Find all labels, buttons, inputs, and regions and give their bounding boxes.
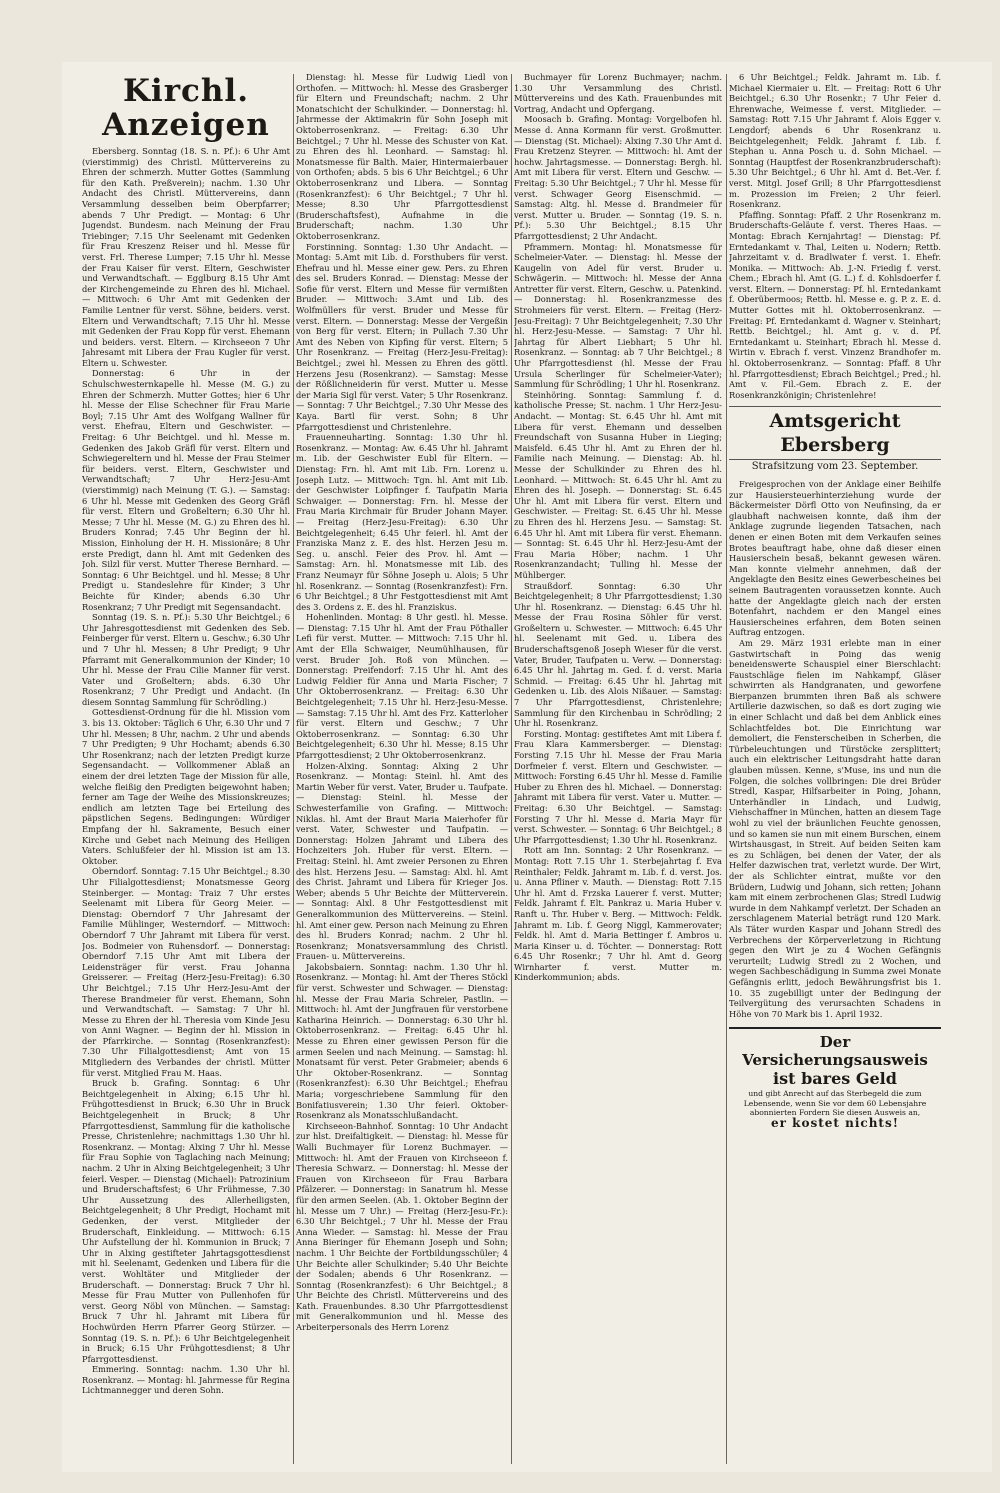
ad-body: und gibt Anrecht auf das Sterbegeld die zum Lebensende, wenn Sie vor dem 60 Lebensjahre abonnierten Fordern Sie diesen Ausweis an,: [743, 1089, 927, 1118]
notice-paragraph: Donnerstag: 6 Uhr in der Schulschwesternkapelle hl. Messe (M. G.) zu Ehren der Schmerzh. Mutter Gottes; hier 6 Uhr hl. Messe der Elise Schechner für Frau Marie Boyl; 7.15 Uhr Amt des Wolfgang Wallner für verst. Ehefrau, Eltern und Geschwister. — Freitag: 6 Uhr Beichtgel. und hl. Messe m. Gedenken des Jakob Gräfl für verst. Eltern und Schwiegereltern und hl. Messe der Frau Steimer für beiders. verst. Eltern, Geschwister und Verwandtschaft; 7 Uhr Herz-Jesu-Amt (vierstimmig) nach Meinung (T. G.). — Samstag: 6 Uhr hl. Messe mit Gedenken des Georg Gräfl für verst. Eltern und Großeltern; 6.30 Uhr hl. Messe; 7 Uhr hl. Messe (M. G.) zu Ehren des hl. Bruders Konrad; 7.45 Uhr Beginn der hl. Mission, Einholung der H. H. Missionäre; 8 Uhr erste Predigt, dann hl. Amt mit Gedenken des Joh. Silzl für verst. Mutter Therese Bernhard. — Sonntag: 6 Uhr Beichtgel. und hl. Messe; 8 Uhr Predigt u. Standeslehre für Kinder; 3 Uhr Beichte für Kinder; abends 6.30 Uhr Rosenkranz; 7 Uhr Predigt mit Segensandacht.: [82, 368, 290, 612]
notice-paragraph: Sonntag (19. S. n. Pf.): 5.30 Uhr Beichtgel.; 6 Uhr Jahresgottesdienst mit Gedenken des Seb. Feinberger für verst. Eltern u. Geschw.; 6.30 Uhr und 7 Uhr hl. Messen; 8 Uhr Predigt; 9 Uhr Pfarramt mit Generalkommunion der Kinder; 10 Uhr hl. Messe der Frau Cilie Manner für verst. Vater und Großeltern; abds. 6.30 Uhr Rosenkranz; 7 Uhr Predigt und Andacht. (In diesem Sonntag Sammlung für Schrödling.): [82, 612, 290, 707]
notice-paragraph: Buchmayer für Lorenz Buchmayer; nachm. 1.30 Uhr Versammlung des Christl. Müttervereins und des Kath. Frauenbundes mit Vortrag, Andacht und Opfergang.: [514, 72, 722, 114]
insurance-advertisement: [729, 1027, 941, 1128]
notice-paragraph: Bruck b. Grafing. Sonntag: 6 Uhr Beichtgelegenheit in Alxing; 6.15 Uhr hl. Frühgottesdienst in Bruck; 6.30 Uhr in Bruck Beichtgelegenheit in Bruck; 8 Uhr Pfarrgottesdienst, Sammlung für die katholische Presse, Christenlehre; nachmittags 1.30 Uhr hl. Rosenkranz. — Montag: Alxing 7 Uhr hl. Messe für Frau Sophie von Taglaching nach Meinung; nachm. 2 Uhr in Alxing Beichtgelegenheit; 3 Uhr feierl. Vesper. — Dienstag (Michael): Patrozinium und Bruderschaftsfest; 6 Uhr Frühmesse, 7.30 Uhr Aussetzung des Allerheiligsten, Beichtgelegenheit; 8 Uhr Predigt, Hochamt mit Gedenken, der verst. Mitglieder der Bruderschaft, Einkleidung. — Mittwoch: 6.15 Uhr Aufstellung der hl. Kommunion in Bruck; 7 Uhr in Alxing gestifteter Jahrtagsgottesdienst mit hl. Seelenamt, Gedenken und Libera für die verst. Wohltäter und Mitglieder der Bruderschaft. — Donnerstag: Bruck 7 Uhr hl. Messe für Frau Mutter von Pullenhofen für verst. Georg Nöbl von München. — Samstag: Bruck 7 Uhr hl. Jahramt mit Libera für Hochwürden Herrn Pfarrer Georg Stürzer. — Sonntag (19. S. n. Pf.): 6 Uhr Beichtgelegenheit in Bruck; 6.15 Uhr Frühgottesdienst; 8 Uhr Pfarrgottesdienst.: [82, 1078, 290, 1364]
notice-paragraph: Pfaffing. Sonntag: Pfaff. 2 Uhr Rosenkranz m. Bruderschafts-Geläute f. verst. Theres Haas. — Montag: Ebrach Kernjahrtag! — Dienstag: Pf. Erntedankamt v. Thal, Leiten u. Nodern; Rettb. Jahrzeitamt v. d. Bradlwater f. verst. 1. Ehefr. Monika. — Mittwoch: Ab. J.-N. Friedig f. verst. Chem.; Ebrach hl. Amt (G. L.) f. d. Kohlsdoerfer f. verst. Eltern. — Donnerstag: Pf. hl. Erntedankamt f. Oberübermoos; Rettb. hl. Messe e. g. P. z. E. d. Mutter Gottes mit hl. Oktoberrosenkranz. — Freitag: Pf. Erntedankamt d. Wagner v. Steinhart; Rettb. Beichtgel.; hl. Amt g. v. d. Pf. Erntedankamt u. Steinhart; Ebrach hl. Messe d. Wirtin v. Ebrach f. verst. Vinzenz Brandhofer m. hl. Oktoberrosenkranz. — Sonntag: Pfaff. 8 Uhr hl. Pfarrgottesdienst; Ebrach Beichtgel.; Pred.; hl. Amt v. Fil.-Gem. Ebrach z. E. der Rosenkranzkönigin; Christenlehre!: [729, 209, 941, 400]
notice-paragraph: Steinhöring. Sonntag: Sammlung f. d. katholische Presse; St. nachm. 1 Uhr Herz-Jesu-Andacht. — Montag: St. 6.45 Uhr hl. Amt mit Libera für verst. Ehemann und desselben Freundschaft von Susanna Huber in Lieging; Maisfeld. 6.45 Uhr hl. Amt zu Ehren der hl. Familie nach Meinung. — Dienstag: Ab. hl. Messe der Schulkinder zu Ehren des hl. Leonhard. — Mittwoch: St. 6.45 Uhr hl. Amt zu Ehren des hl. Joseph. — Donnerstag: St. 6.45 Uhr hl. Amt mit Libera für verst. Eltern und Geschwister. — Freitag: St. 6.45 Uhr hl. Messe zu Ehren des hl. Herzens Jesu. — Samstag: St. 6.45 Uhr hl. Amt mit Libera für verst. Ehemann. — Sonntag: St. 6.45 Uhr hl. Herz-Jesu-Amt der Frau Maria Höber; nachm. 1 Uhr Rosenkranzandacht; Tulling hl. Messe der Mühlberger.: [514, 389, 722, 580]
notice-paragraph: Emmering. Sonntag: nachm. 1.30 Uhr hl. Rosenkranz. — Montag: hl. Jahrmesse für Regina Lichtmannegger und deren Sohn.: [82, 1364, 290, 1396]
column-4: [729, 72, 941, 1467]
notice-paragraph: Gottesdienst-Ordnung für die hl. Mission vom 3. bis 13. Oktober: Täglich 6 Uhr, 6.30 Uhr und 7 Uhr hl. Messen; 8 Uhr, nachm. 2 Uhr und abends 7 Uhr Predigten; 9 Uhr Hochamt; abends 6.30 Uhr Rosenkranz; nach der letzten Predigt kurze Segensandacht. — Vollkommener Ablaß an einem der drei letzten Tage der Mission für alle, welche fleißig den Predigten beigewohnt haben; ferner am Tage der Weihe des Missionskreuzes; endlich am letzten Tage bei Erteilung des päpstlichen Segens. Bedingungen: Würdiger Empfang der hl. Sakramente, Besuch einer Kirche und Gebet nach Meinung des Heiligen Vaters. Schlußfeier der hl. Mission ist am 13. Oktober.: [82, 707, 290, 866]
notice-paragraph: Holzen-Alxing. Sonntag: Alxing 2 Uhr Rosenkranz. — Montag: Steinl. hl. Amt des Martin Weber für verst. Vater, Bruder u. Taufpate. — Dienstag: Steinl. hl. Messe der Schwesterfamilie von Grafing. — Mittwoch: Niklas. hl. Amt der Braut Maria Maierhofer für verst. Vater, Schwester und Taufpatin. — Donnerstag: Holzen Jahramt und Libera des Hochzeiters Joh. Huber für verst. Eltern. — Freitag: Steinl. hl. Amt zweier Personen zu Ehren des hlst. Herzens Jesu. — Samstag: Alxl. hl. Amt des Christ. Jahramt und Libera für Krieger Jos. Weber; abends 5 Uhr Beichte der Mütterverein. — Sonntag: Alxl. 8 Uhr Festgottesdienst mit Generalkommunion des Müttervereins. — Steinl. hl. Amt einer gew. Person nach Meinung zu Ehren des hl. Bruders Konrad; nachm. 2 Uhr hl. Rosenkranz; Monatsversammlung des Christl. Frauen- u. Müttervereins.: [296, 760, 508, 962]
column-2: [296, 72, 508, 1467]
ad-closing: er kostet nichts!: [771, 1115, 899, 1130]
column-rule: [293, 74, 294, 1464]
column-1: [82, 72, 290, 1467]
notice-paragraph: Frauenneuharting. Sonntag: 1.30 Uhr hl. Rosenkranz. — Montag: Aw. 6.45 Uhr hl. Jahramt m. Lib. der Geschwister Eubl für Eltern. — Dienstag: Frn. hl. Amt mit Lib. Frn. Lorenz u. Joseph Lutz. — Mittwoch: Tgn. hl. Amt mit Lib. der Geschwister Loipfinger f. Taufpatin Maria Schwaiger. — Donnerstag: Frn. hl. Messe der Frau Maria Kirchmair für Bruder Johann Mayer. — Freitag (Herz-Jesu-Freitag): 6.30 Uhr Beichtgelegenheit; 6.45 Uhr feierl. hl. Amt der Franziska Manz z. E. des hlst. Herzen Jesu m. Seg. u. anschl. Feier des Prov. hl. Amt — Samstag: Arn. hl. Monatsmesse mit Lib. des Franz Neumayr für Söhne Joseph u. Alois; 5 Uhr hl. Rosenkranz. — Sonntag (Rosenkranzfest): Frn. 6 Uhr Beichtgel.; 8 Uhr Festgottesdienst mit Amt des 3. Ordens z. E. des hl. Franziskus.: [296, 432, 508, 612]
masthead-title: Kirchl. Anzeigen: [102, 73, 270, 143]
ad-headline: Der Versicherungsausweis: [742, 1033, 928, 1070]
notice-paragraph: Forsting. Montag: gestiftetes Amt mit Libera f. Frau Klara Kammersberger. — Dienstag: Forsting 7.15 Uhr hl. Messe der Frau Maria Dorfmeier f. verst. Eltern und Geschwister. — Mittwoch: Forsting 6.45 Uhr hl. Messe d. Familie Huber zu Ehren des hl. Michael. — Donnerstag: Jahramt mit Libera für verst. Vater u. Mutter. — Freitag: 6.30 Uhr Beichtgel. — Samstag: Forsting 7 Uhr hl. Messe d. Maria Mayr für verst. Schwester. — Sonntag: 6 Uhr Beichtgel.; 8 Uhr Pfarrgottesdienst; 1.30 Uhr hl. Rosenkranz.: [514, 728, 722, 845]
column-3: [514, 72, 722, 1467]
ad-subheadline: ist bares Geld: [773, 1069, 897, 1089]
notice-paragraph: Hohenlinden. Montag: 8 Uhr gestl. hl. Messe. — Dienstag: 7.15 Uhr hl. Amt der Frau Pöthaller Lefi für verst. Mutter. — Mittwoch: 7.15 Uhr hl. Amt der Ella Schwaiger, Neumühlhausen, für verst. Bruder Joh. Roß von München. — Donnerstag: Preifendorf: 7.15 Uhr hl. Amt des Ludwig Feldier für Anna und Maria Fischer; 7 Uhr Oktoberrosenkranz. — Freitag: 6.30 Uhr Beichtgelegenheit; 7.15 Uhr hl. Herz-Jesu-Messe. — Samstag: 7.15 Uhr hl. Amt des Frz. Katterloher für verst. Eltern und Geschw.; 7 Uhr Oktoberrosenkranz. — Sonntag: 6.30 Uhr Beichtgelegenheit; 6.30 Uhr hl. Messe; 8.15 Uhr Pfarrgottesdienst; 2 Uhr Oktoberrosenkranz.: [296, 612, 508, 760]
notice-paragraph: Dienstag: hl. Messe für Ludwig Liedl von Orthofen. — Mittwoch: hl. Messe des Grasberger für Eltern und Freundschaft; nachm. 2 Uhr Monatschicht der Schulkinder. — Donnerstag: hl. Jahrmesse der Aktimakrin für Sohn Joseph mit Oktoberrosenkranz. — Freitag: 6.30 Uhr Beichtgel.; 7 Uhr hl. Messe des Schuster von Kat. zu Ehren des hl. Leonhard. — Samstag: hl. Monatsmesse für Balth. Maier, Hintermaierbauer von Orthofen; abds. 5 bis 6 Uhr Beichtgel.; 6 Uhr Oktoberrosenkranz und Libera. — Sonntag (Rosenkranzfest): 6 Uhr Beichtgel.; 7 Uhr hl. Messe; 8.30 Uhr Pfarrgottesdienst (Bruderschaftsfest), Aufnahme in die Bruderschaft; nachm. 1.30 Uhr Oktoberrosenkranz.: [296, 72, 508, 241]
column-rule: [511, 74, 512, 1464]
notice-paragraph: Ebersberg. Sonntag (18. S. n. Pf.): 6 Uhr Amt (vierstimmig) des Christl. Müttervereins zu Ehren der schmerzh. Mutter Gottes (Sammlung für den Kath. Preßverein); nachm. 1.30 Uhr Andacht des Christl. Müttervereins, dann Versammlung desselben beim Oberpfarrer; abends 7 Uhr Predigt. — Montag: 6 Uhr Jugendst. Bundesm. nach Meinung der Frau Triebinger; 7.15 Uhr Seelenamt mit Gedenken für Frau Kreszenz Reiser und hl. Messe für verst. Frl. Therese Lumper; 7.15 Uhr hl. Messe der Frau Kaiser für verst. Eltern, Geschwister und Verwandtschaft. — Egglburg 8.15 Uhr Amt der Kirchengemeinde zu Ehren des hl. Michael. — Mittwoch: 6 Uhr Amt mit Gedenken der Familie Lentner für verst. Söhne, beiders. verst. Eltern und Verwandtschaft; 7.15 Uhr hl. Messe mit Gedenken der Frau Kopp für verst. Ehemann und beiders. verst. Eltern. — Kirchseeon 7 Uhr Jahresamt mit Libera der Frau Kugler für verst. Eltern u. Schwester.: [82, 146, 290, 368]
notice-paragraph: Rott am Inn. Sonntag: 2 Uhr Rosenkranz. — Montag: Rott 7.15 Uhr 1. Sterbejahrtag f. Eva Reinthaler; Feldk. Jahramt m. Lib. f. d. verst. Jos. u. Anna Pfliner v. Mauth. — Dienstag: Rott 7.15 Uhr hl. Amt d. Frzska Lauerer f. verst. Mutter; Feldk. Jahramt f. Elt. Pankraz u. Maria Huber v. Ranft u. Thr. Huber v. Berg. — Mittwoch: Feldk. Jahramt m. Lib. f. Georg Niggl, Kammerovater; Feldk. hl. Amt d. Maria Bettinger f. Ambros u. Maria Kinser u. d. Töchter. — Donnerstag: Rott 6.45 Uhr Rosenkr.; 7 Uhr hl. Amt d. Georg Wirnharter f. verst. Mutter m. Kinderkommunion; abds.: [514, 845, 722, 983]
court-paragraph: Am 29. März 1931 erlebte man in einer Gastwirtschaft in Poing das wenig beneidenswerte Schauspiel einer Bierschlacht: Faustschläge fielen im Nahkampf, Gläser schwirrten als Handgranaten, und geworfene Bierpanzen brummten ihren Baß als schwere Artillerie dazwischen, so daß es dort zuging wie in einer Schlacht und daß bei dem Anblick eines Schlachtfeldes bot. Die Einrichtung war demoliert, die Fensterscheiben in Scherben, die Türbeleuchtungen und Türstöcke zersplittert; auch ein elektrischer Leitungsdraht hatte daran glauben müssen. Kenne, s'Muse, ins und nun die Folgen, die solches vollbringen: Die drei Brüder Stredl, Kaspar, Hilfsarbeiter in Poing, Johann, Unterhändler in Lindach, und Ludwig, Viehschaffner in München, hatten an diesem Tage wohl zu viel der bräunlichen Feuchte genossen, und so kamen sie nun mit einem Burschen, einem Wirtshausgast, in Streit. Auf beiden Seiten kam es zu Schlägen, bei denen der Vater, der als Helfer dazwischen trat, verletzt wurde. Der Wirt, der als Schlichter eintrat, mußte vor den Brüdern, Ludwig und Johann, sich retten; Johann kam mit einem zerbrochenen Glas; Stredl Ludwig wurde in dem Nahkampf verletzt. Der Schaden an zerschlagenem Material beträgt rund 120 Mark. Als Täter wurden Kaspar und Johann Stredl des Verbrechens der Körperverletzung in Richtung gegen den Wirt je zu 4 Wochen Gefängnis verurteilt; Ludwig Stredl zu 2 Wochen, und wegen Sachbeschädigung in Summa zwei Monate Gefängnis erlitt, jedoch Bewährungsfrist bis 1. 10. 35 zugebilligt unter der Bedingung der Teilvergütung des verursachten Schadens in Höhe von 70 Mark bis 1. April 1932.: [729, 637, 941, 1019]
notice-paragraph: Moosach b. Grafing. Montag: Vorgelbofen hl. Messe d. Anna Kormann für verst. Großmutter. — Dienstag (St. Michael): Alxing 7.30 Uhr Amt d. Frau Kretzenz Steyrer. — Mittwoch: hl. Amt der hochw. Jahrtagsmesse. — Donnerstag: Bergh. hl. Amt mit Libera für verst. Eltern und Geschw. — Freitag: 5.30 Uhr Beichtgel.; 7 Uhr hl. Messe für verst. Schwager Georg Eisenschmid. — Samstag: Altg. hl. Messe d. Brandmeier für verst. Mutter u. Bruder. — Sonntag (19. S. n. Pf.): 5.30 Uhr Beichtgel.; 8.15 Uhr Pfarrgottesdienst; 2 Uhr Andacht.: [514, 114, 722, 241]
column-rule: [726, 74, 727, 1464]
court-section-subtitle: Strafsitzung vom 23. September.: [751, 461, 919, 473]
notice-paragraph: Oberndorf. Sonntag: 7.15 Uhr Beichtgel.; 8.30 Uhr Filialgottesdienst; Monatsmesse Georg Steinberger. — Montag: Traiz 7 Uhr erstes Seelenamt mit Libera für Georg Meier. — Dienstag: Oberndorf 7 Uhr Jahresamt der Familie Mühlinger, Westerndorf. — Mittwoch: Oberndorf 7 Uhr Jahramt mit Libera für verst. Jos. Bodmeier von Ruhensdorf. — Donnerstag: Oberndorf 7.15 Uhr Amt mit Libera der Leidensträger für verst. Frau Johanna Greisserer. — Freitag (Herz-Jesu-Freitag): 6.30 Uhr Beichtgel.; 7.15 Uhr Herz-Jesu-Amt der Therese Brandmeier für verst. Ehemann, Sohn und Verwandtschaft. — Samstag: 7 Uhr hl. Messe zu Ehren der hl. Theresia vom Kinde Jesu von Anni Wagner. — Beginn der hl. Mission in der Pfarrkirche. — Sonntag (Rosenkranzfest): 7.30 Uhr Filialgottesdienst; Amt von 15 Mitgliedern des Verbandes der christl. Mütter für verst. Mitglied Frau M. Haas.: [82, 866, 290, 1078]
notice-paragraph: Pframmern. Montag: hl. Monatsmesse für Schelmeier-Vater. — Dienstag: hl. Messe der Kaugelin von Adel für verst. Bruder u. Schwägerin. — Mittwoch: hl. Messe der Anna Antretter für verst. Eltern, Geschw. u. Patenkind. — Donnerstag: hl. Rosenkranzmesse des Strohmeiers für verst. Eltern. — Freitag (Herz-Jesu-Freitag): 7 Uhr Beichtgelegenheit; 7.30 Uhr hl. Herz-Jesu-Messe. — Samstag: 7 Uhr hl. Jahrtag für Albert Liebhart; 5 Uhr hl. Rosenkranz. — Sonntag: ab 7 Uhr Beichtgel.; 8 Uhr Pfarrgottesdienst (hl. Messe der Frau Ursula Scherlinger für Schelmeier-Vater); Sammlung für Schrödling; 1 Uhr hl. Rosenkranz.: [514, 241, 722, 390]
notice-paragraph: Straußdorf. Sonntag: 6.30 Uhr Beichtgelegenheit; 8 Uhr Pfarrgottesdienst; 1.30 Uhr hl. Rosenkranz. — Dienstag: 6.45 Uhr hl. Messe der Frau Rosina Söhler für verst. Großeltern u. Schwester. — Mittwoch: 6.45 Uhr hl. Seelenamt mit Ged. u. Libera des Bruderschaftsgenoß Joseph Wieser für die verst. Vater, Bruder, Taufpaten u. Verw. — Donnerstag: 6.45 Uhr hl. Jahrtag m. Ged. f. d. verst. Maria Schmid. — Freitag: 6.45 Uhr hl. Jahrtag mit Gedenken u. Lib. des Alois Nißauer. — Samstag: 7 Uhr Pfarrgottesdienst, Christenlehre; Sammlung für den Kirchenbau in Schrödling; 2 Uhr hl. Rosenkranz.: [514, 580, 722, 729]
notice-paragraph: 6 Uhr Beichtgel.; Feldk. Jahramt m. Lib. f. Michael Kiermaier u. Elt. — Freitag: Rott 6 Uhr Beichtgel.; 6.30 Uhr Rosenkr.; 7 Uhr Feier d. Ehrenwache, Weimesse f. verst. Mitglieder. — Samstag: Rott 7.15 Uhr Jahramt f. Alois Egger v. Lengdorf; abends 6 Uhr Rosenkranz u. Beichtgelegenheit; Feldk. Jahramt f. Lib. f. Stephan u. Anna Posch u. d. Sohn Michael. — Sonntag (Hauptfest der Rosenkranzbruderschaft): 5.30 Uhr Beichtgel.; 6 Uhr hl. Amt d. Bet.-Ver. f. verst. Mitgl. Josef Grill; 8 Uhr Pfarrgottesdienst m. Prozession im Freien; 2 Uhr feierl. Rosenkranz.: [729, 72, 941, 210]
court-paragraph: Freigesprochen von der Anklage einer Beihilfe zur Hausiersteuerhinterziehung wurde der Bäckermeister Dörfl Otto von Neufinsing, da er glaubhaft nachweisen konnte, daß ihm der Anklage zugrunde liegenden Tatsachen, nach denen er einen Boten mit dem Verkaufen seines Brotes beauftragt habe, ohne daß dieser einen Hausierschein besaß, bekannt gewesen wären. Man konnte vielmehr annehmen, daß der Angeklagte den Besitz eines Gewerbescheines bei seinem Bautragenten voraussetzen konnte. Auch hatte der Angeklagte gleich nach der ersten Botenfahrt, nachdem er den Mangel eines Hausierscheines erfahren, dem Boten seinen Auftrag entzogen.: [729, 479, 941, 638]
notice-paragraph: Kirchseeon-Bahnhof. Sonntag: 10 Uhr Andacht zur hlst. Dreifaltigkeit. — Dienstag: hl. Messe für Walli Buchmayer für Lorenz Buchmayer. — Mittwoch: hl. Amt der Frauen von Kirchseeon f. Theresia Schwarz. — Donnerstag: hl. Messe der Frauen von Kirchseeon für Frau Barbara Pfälzerer. — Donnerstag: in Sanatrum hl. Messe für den armen Seelen. (Ab. 1. Oktober Beginn der hl. Messe um 7 Uhr.) — Freitag (Herz-Jesu-Fr.): 6.30 Uhr Beichtgel.; 7 Uhr hl. Messe der Frau Anna Wieder. — Samstag: hl. Messe der Frau Anna Bieringer für Ehemann Joseph und Sohn; nachm. 1 Uhr Beichte der Fortbildungsschüler; 4 Uhr Beichte aller Schulkinder; 5.40 Uhr Beichte der Sodalen; abends 6 Uhr Rosenkranz. — Sonntag (Rosenkranzfest): 6 Uhr Beichtgel.; 8 Uhr Beichte des Christl. Müttervereins und des Kath. Frauenbundes. 8.30 Uhr Pfarrgottesdienst mit Generalkommunion und hl. Messe des Arbeiterpersonals des Herrn Lorenz: [296, 1120, 508, 1333]
notice-paragraph: Jakobsbaiern. Sonntag: nachm. 1.30 Uhr hl. Rosenkranz. — Montag: hl. Amt der Theres Stöckl für verst. Schwester und Schwager. — Dienstag: hl. Messe der Frau Maria Schreier, Pastlin. — Mittwoch: hl. Amt der Jungfrauen für verstorbene Katharina Heinrich. — Donnerstag: 6.30 Uhr hl. Oktoberrosenkranz. — Freitag: 6.45 Uhr hl. Messe zu Ehren einer gewissen Person für die armen Seelen und nach Meinung. — Samstag: hl. Monatsamt für verst. Peter Grabmeier; abends 6 Uhr Oktober-Rosenkranz. — Sonntag (Rosenkranzfest): 6.30 Uhr Beichtgel.; Ehefrau Maria; vorgeschriebene Sammlung für den Bonifatiusverein; 1.30 Uhr feierl. Oktober-Rosenkranz als Monatsschlußandacht.: [296, 961, 508, 1121]
newspaper-page: [62, 62, 992, 1472]
notice-paragraph: Forstinning. Sonntag: 1.30 Uhr Andacht. — Montag: 5.Amt mit Lib. d. Forsthubers für verst. Ehefrau und hl. Messe einer gew. Pers. zu Ehren des sel. Bruders Konrad. — Dienstag: Messe der Sofie für verst. Eltern und Messe für vermißten Bruder. — Mittwoch: 3.Amt und Lib. des Wolfmüllers für verst. Bruder und Messe für verst. Eltern. — Donnerstag: Messe der Vergeßin von Berg für verst. Eltern; in Pullach 7.30 Uhr Amt des Neben von Kipfing für verst. Eltern; 5 Uhr Rosenkranz. — Freitag (Herz-Jesu-Freitag): Beichtgel.; zwei hl. Messen zu Ehren des göttl. Herzens Jesu (Rosenkranz). — Samstag: Messe der Rößlichneiderin für verst. Mutter u. Messe der Maria Sigl für verst. Vater; 5 Uhr Rosenkranz. — Sonntag: 7 Uhr Beichtgel.; 7.30 Uhr Messe des Kaya. Bartl für verst. Sohn; 8 Uhr Pfarrgottesdienst und Christenlehre.: [296, 241, 508, 432]
court-section-title: Amtsgericht Ebersberg: [729, 406, 941, 460]
